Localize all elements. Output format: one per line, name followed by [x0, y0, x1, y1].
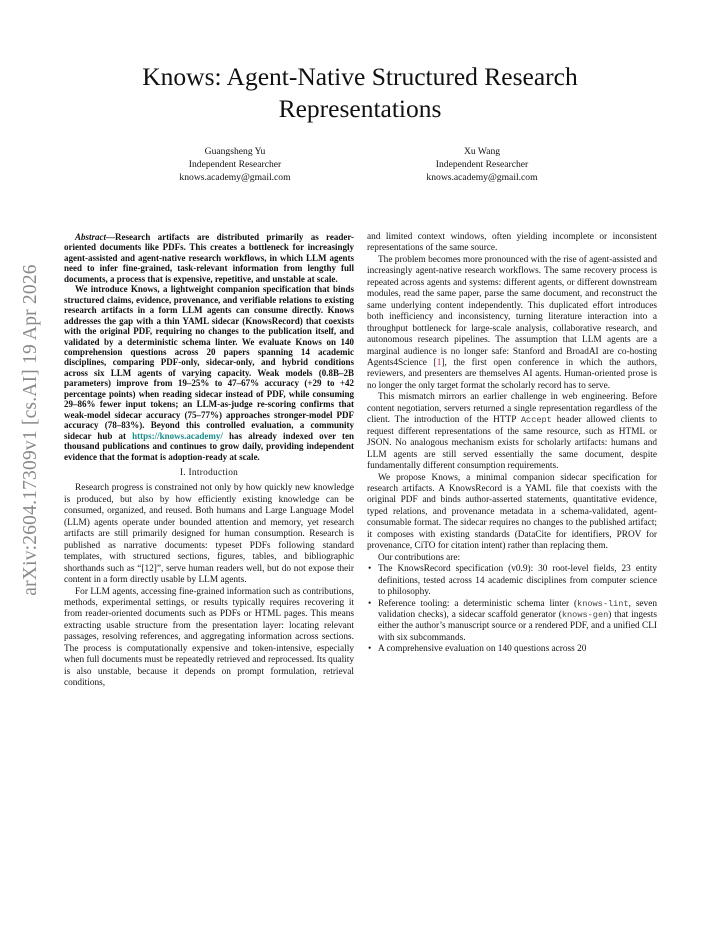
author-name: Xu Wang — [463, 146, 501, 157]
paragraph-text: , seven validation checks), a sidecar scaffold generator ( — [378, 598, 657, 620]
intro-paragraph-6: Our contributions are: — [378, 552, 461, 563]
intro-paragraph-2-continued: and limited context windows, often yielding incomplete or inconsistent representations of the same source. — [367, 232, 657, 254]
abstract — [64, 232, 354, 462]
right-column — [367, 232, 657, 656]
abstract-paragraph-2 — [64, 284, 354, 462]
author-email: knows.academy@gmail.com — [426, 172, 538, 183]
citation-link[interactable]: 1 — [436, 357, 442, 368]
section-heading-introduction: I. Introduction — [179, 467, 239, 478]
abstract-text: has already indexed over ten thousand publications and continues to grow daily, providing independent evidence that the format is adoption-ready at scale. — [64, 430, 355, 462]
list-item: • A comprehensive evaluation on 140 questions across 20 — [367, 644, 657, 655]
author-block-2 — [372, 145, 592, 184]
intro-paragraph-2: For LLM agents, accessing fine-grained information such as contributions, methods, experimental settings, or results typically requires recovering it from reader-oriented documents such as PDFs or HTML pages. This means extracting usable structure from the presentation layer: locating relevant passages, resolving references, and aggregating information across sections. The process is computationally expensive and token-intensive, especially when full documents must be repeatedly retrieved and reprocessed. Its quality is also unstable, because it depends on prompt formulation, retrieval conditions, — [64, 586, 354, 689]
paragraph-text: header allowed clients to request different representations of the same resource, such as HTML or JSON. No analogous mechanism exists for scholarly artifacts: humans and LLM agents are still served essentially the same document, despite fundamentally different consumption requirements. — [367, 415, 657, 472]
author-affiliation: Independent Researcher — [435, 159, 529, 170]
intro-paragraph-1: Research progress is constrained not only by how quickly new knowledge is produced, but also by how efficiently existing knowledge can be consumed, organized, and reused. Both humans and Large Language Model (LLM) agents operate under bounded attention and memory, yet research artifacts are still primarily designed for human consumption. Research is published as narrative documents: typeset PDFs following standard templates, with structured sections, figures, tables, and bibliographic shorthands such as “[12]”, serve human readers well, but do not expose their content in a form directly usable by LLM agents. — [64, 483, 354, 586]
author-affiliation: Independent Researcher — [188, 159, 282, 170]
intro-paragraph-3 — [367, 255, 657, 392]
knows-academy-link[interactable]: https://knows.academy/ — [132, 430, 223, 441]
list-item — [367, 599, 657, 645]
abstract-text: We introduce Knows, a lightweight companion specification that binds structured claims, evidence, provenance, and verifiable relations to existing research artifacts in a form LLM agents can consume directly. Knows addresses the gap with a thin YAML sidecar (KnowsRecord) that coexists with the original PDF, requiring no changes to the publication itself, and validated by a deterministic schema linter. We evaluate Knows on 140 comprehension questions across 20 papers spanning 14 academic disciplines, comparing PDF-only, sidecar-only, and hybrid conditions across six LLM agents of varying capacity. Weak models (0.8B–2B parameters) improve from 19–25% to 47–67% accuracy (+29 to +42 percentage points) when reading sidecar instead of PDF, while consuming 29–86% fewer input tokens; an LLM-as-judge re-scoring confirms that weak-model sidecar accuracy (75–77%) approaches stronger-model PDF accuracy (78–83%). Beyond this controlled evaluation, a community sidecar hub at — [64, 284, 354, 441]
abstract-paragraph-1 — [64, 232, 354, 284]
paper-title: Knows: Agent-Native Structured Research Representations — [142, 62, 578, 123]
code-accept: Accept — [520, 415, 552, 426]
author-email: knows.academy@gmail.com — [179, 172, 291, 183]
list-item: • The KnowsRecord specification (v0.9): 30 root-level fields, 23 entity definitions, tested across 14 academic disciplines from computer science to philosophy. — [367, 564, 657, 598]
author-name: Guangsheng Yu — [204, 146, 266, 157]
intro-paragraph-5: We propose Knows, a minimal companion sidecar specification for research artifacts. A KnowsRecord is a YAML file that coexists with the original PDF and binds author-asserted statements, quantitative evidence, typed relations, and provenance metadata in a schema-validated, agent-consumable format. The sidecar requires no changes to the published artifact; it composes with existing standards (DataCite for identifiers, PROV for provenance, CiTO for citation intent) rather than replacing them. — [367, 472, 657, 552]
code-knows-lint: knows-lint — [577, 598, 629, 609]
paragraph-text: ) that ingests either the author’s manuscript source or a rendered PDF, and a unified CLI with six subcommands. — [378, 609, 657, 643]
code-knows-gen: knows-gen — [561, 609, 609, 620]
author-block-1 — [125, 145, 345, 184]
abstract-lead: Abstract — [75, 232, 107, 242]
intro-paragraph-4 — [367, 392, 657, 472]
left-column — [64, 232, 354, 690]
contributions-list — [367, 564, 657, 656]
paragraph-text: Reference tooling: a deterministic schema linter ( — [378, 598, 578, 609]
paragraph-text: This mismatch mirrors an earlier challenge in web engineering. Before content negotiation, servers returned a single representation regardless of the client. The introduction of the HTTP — [367, 392, 657, 426]
arxiv-identifier-stamp — [16, 200, 46, 660]
arxiv-stamp-text: arXiv:2604.17309v1 [cs.AI] 19 Apr 2026 — [20, 264, 41, 596]
paragraph-text: ], the first open conference in which the authors, reviewers, and presenters are themselves AI agents. Human-oriented prose is no longer the only target format the scholarly record has to serve. — [367, 357, 657, 391]
paragraph-text: The problem becomes more pronounced with the rise of agent-assisted and increasingly agent-native research workflows. The same recovery process is repeated across agents and systems: different agents, or different downstream modules, read the same paper, parse the same document, and reconstruct the same underlying content independently. This duplicated effort introduces both inefficiency and inconsistency, turning literature interaction into a throughput bottleneck for large-scale analysis, collaborative research, and autonomous research pipelines. The assumption that LLM agents are a marginal audience is no longer safe: Stanford and BroadAI are co-hosting Agents4Science [ — [367, 254, 657, 368]
abstract-text: —Research artifacts are distributed primarily as reader-oriented documents like PDFs. This creates a bottleneck for increasingly agent-assisted and agent-native research workflows, in which LLM agents need to infer fine-grained, task-relevant information from lengthy full documents, a process that is expensive, repetitive, and unstable at scale. — [64, 232, 354, 284]
